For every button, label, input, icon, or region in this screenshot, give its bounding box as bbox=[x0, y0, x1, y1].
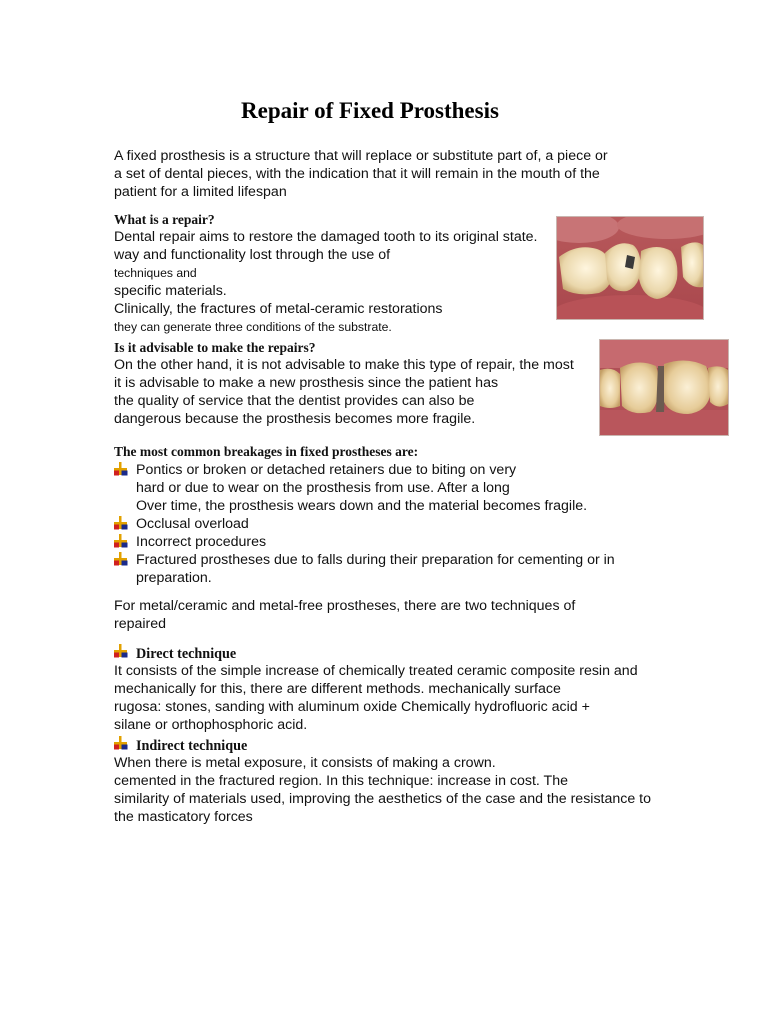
indirect-heading: Indirect technique bbox=[136, 738, 248, 754]
breakage-item-line: Over time, the prosthesis wears down and the material becomes fragile. bbox=[136, 498, 588, 514]
bullet-icon bbox=[114, 644, 128, 658]
repair-heading: What is a repair? bbox=[114, 212, 215, 227]
intro-line: A fixed prosthesis is a structure that will replace or substitute part of, a piece or bbox=[114, 148, 608, 164]
breakage-item-line: hard or due to wear on the prosthesis from use. After a long bbox=[136, 480, 510, 496]
advisable-line: the quality of service that the dentist provides can also be bbox=[114, 393, 475, 409]
techniques-intro-line: repaired bbox=[114, 616, 167, 632]
repair-line: they can generate three conditions of the substrate. bbox=[114, 320, 392, 334]
advisable-line: it is advisable to make a new prosthesis since the patient has bbox=[114, 375, 499, 391]
dental-photo-fracture bbox=[599, 339, 729, 436]
direct-heading: Direct technique bbox=[136, 646, 237, 662]
advisable-line: dangerous because the prosthesis becomes more fragile. bbox=[114, 411, 476, 427]
intro-line: patient for a limited lifespan bbox=[114, 184, 287, 200]
breakage-item-line: preparation. bbox=[136, 570, 212, 586]
bullet-icon bbox=[114, 552, 128, 566]
repair-line: Clinically, the fractures of metal-ceramic restorations bbox=[114, 301, 443, 317]
breakage-item-line: Pontics or broken or detached retainers due to biting on very bbox=[136, 462, 517, 478]
page-title: Repair of Fixed Prosthesis bbox=[241, 98, 499, 123]
breakage-item-line: Fractured prostheses due to falls during their preparation for cementing or in bbox=[136, 552, 615, 568]
indirect-line: similarity of materials used, improving the aesthetics of the case and the resistance to bbox=[114, 791, 652, 807]
intro-line: a set of dental pieces, with the indication that it will remain in the mouth of the bbox=[114, 166, 600, 182]
repair-line: way and functionality lost through the use of bbox=[114, 247, 391, 263]
direct-line: It consists of the simple increase of chemically treated ceramic composite resin and bbox=[114, 663, 638, 679]
direct-line: mechanically for this, there are different methods. mechanically surface bbox=[114, 681, 561, 697]
techniques-intro-line: For metal/ceramic and metal-free prostheses, there are two techniques of bbox=[114, 598, 576, 614]
indirect-line: cemented in the fractured region. In this technique: increase in cost. The bbox=[114, 773, 568, 789]
breakages-heading: The most common breakages in fixed prostheses are: bbox=[114, 444, 419, 459]
bullet-icon bbox=[114, 534, 128, 548]
repair-line: specific materials. bbox=[114, 283, 227, 299]
bullet-icon bbox=[114, 736, 128, 750]
bullet-icon bbox=[114, 516, 128, 530]
indirect-line: the masticatory forces bbox=[114, 809, 253, 825]
dental-photo-crown bbox=[556, 216, 704, 320]
advisable-line: On the other hand, it is not advisable to make this type of repair, the most bbox=[114, 357, 574, 373]
direct-line: silane or orthophosphoric acid. bbox=[114, 717, 308, 733]
breakage-item-line: Occlusal overload bbox=[136, 516, 249, 532]
indirect-line: When there is metal exposure, it consists of making a crown. bbox=[114, 755, 496, 771]
repair-line: techniques and bbox=[114, 266, 197, 280]
direct-line: rugosa: stones, sanding with aluminum oxide Chemically hydrofluoric acid + bbox=[114, 699, 590, 715]
advisable-heading: Is it advisable to make the repairs? bbox=[114, 340, 316, 355]
breakage-item-line: Incorrect procedures bbox=[136, 534, 267, 550]
repair-line: Dental repair aims to restore the damaged tooth to its original state. bbox=[114, 229, 538, 245]
bullet-icon bbox=[114, 462, 128, 476]
